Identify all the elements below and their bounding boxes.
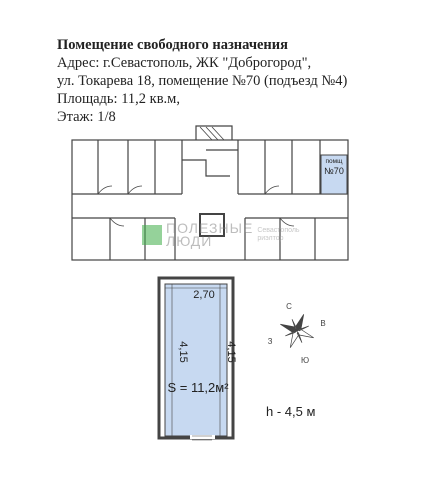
compass-west-label: З [267, 337, 273, 346]
watermark-name-1: ПОЛЕЗНЫЕ [166, 220, 254, 236]
width-dimension: 2,70 [193, 289, 215, 301]
watermark-logo [142, 222, 300, 248]
room-70-label-line1: помщ [325, 158, 343, 165]
listing-title: Помещение свободного назначения [57, 37, 288, 53]
compass-rose-icon [274, 308, 321, 355]
logo-mark-icon [142, 225, 162, 245]
area-line: Площадь: 11,2 кв.м, [57, 91, 180, 107]
ceiling-height-label: h - 4,5 м [266, 404, 316, 419]
address-line-1: Адрес: г.Севастополь, ЖК "Доброгород", [57, 55, 312, 71]
room-detail-fill [165, 284, 227, 436]
room-70-label-line2: №70 [324, 166, 344, 176]
watermark-sub-2: риэлтор [257, 235, 284, 242]
watermark-sub-1: Севастополь [257, 227, 300, 234]
room-detail-plan [159, 278, 233, 440]
watermark-name-2: ЛЮДИ [166, 233, 213, 249]
room-area-label: S = 11,2м² [167, 380, 229, 395]
address-line-2: ул. Токарева 18, помещение №70 (подъезд №4) [57, 73, 348, 89]
floor-line: Этаж: 1/8 [57, 109, 116, 125]
left-length-dimension: 4,15 [177, 341, 189, 363]
compass-north-label: С [286, 302, 292, 311]
compass-south-label: Ю [300, 356, 310, 365]
compass-east-label: В [320, 319, 326, 328]
right-length-dimension: 4,15 [225, 341, 237, 363]
